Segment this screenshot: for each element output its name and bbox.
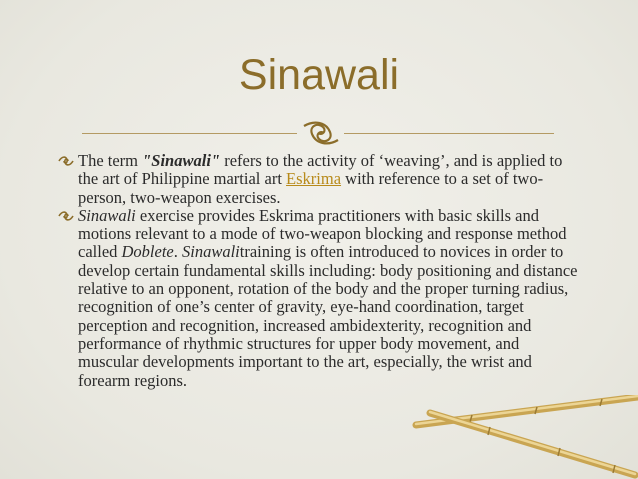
swirl-ornament-icon [300,118,342,148]
paragraph-text: . [173,242,182,262]
paragraph-text: Sinawali [182,242,240,262]
title-rule-left [82,133,297,134]
slide-body [58,152,578,390]
slide-title: Sinawali [238,51,400,99]
term-sinawali: "Sinawali" [142,151,221,170]
paragraph-text: Doblete [121,242,174,262]
title-rule-right [344,133,554,134]
rattan-stick-2 [430,412,635,475]
eskrima-link[interactable]: Eskrima [286,169,342,189]
fleuron-bullet-icon [58,155,74,167]
paragraph-text: with reference to a set of two-person, two-weapon exercises. [78,169,544,207]
bullet-paragraph-1 [58,152,578,207]
bullet-paragraph-2 [58,207,578,390]
paragraph-text: exercise provides Eskrima practitioners with basic skills and motions relevant to a mode of two-weapon blocking and response method called [78,205,567,262]
paragraph-text: refers to the activity of ‘weaving’, and is applied to the art of Philippine martial art [78,151,563,189]
paragraph-text: Sinawali [78,205,136,225]
paragraph-text: The term [78,151,143,170]
paragraph-text: training is often introduced to novices in order to develop certain fundamental skills including: body positioning and distance relative to an opponent, rotation of the body and the proper turning radius, recognition of one’s center of gravity, eye-hand coordination, target perception and recognition, increased ambidexterity, recognition and performance of rhythmic structures for upper body movement, and muscular developments important to the art, especially, the wrist and forearm regions. [78,242,578,390]
fleuron-bullet-icon [58,210,74,222]
rattan-sticks-image [410,395,638,479]
